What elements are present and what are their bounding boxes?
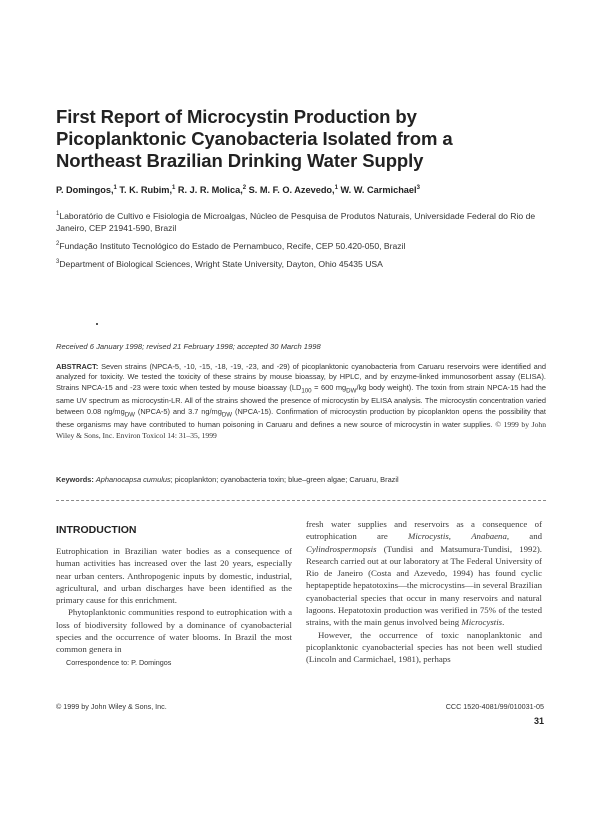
author-name: S. M. F. O. Azevedo, xyxy=(248,185,335,196)
abstract-text: (NPCA-5) and 3.7 ng/mg xyxy=(134,406,222,416)
abstract-text: /kg body weight). The toxin from strain NPCA-15 had the same UV spectrum as microcystin-LR. All of the strains showed the presence of microcystin by ELISA analysis. The microcystin concentration varied between 0.08 ng/mg xyxy=(56,382,547,416)
affiliation-2 xyxy=(56,238,556,252)
received-dates: Received 6 January 1998; revised 21 February 1998; accepted 30 March 1998 xyxy=(56,342,321,351)
author-affiliation-mark: 3 xyxy=(416,185,420,191)
abstract-text: (NPCA-15). Confirmation of microcystin production by picoplankton opens the possibility that these organisms may have contributed to human poisoning in Caruaru and defines a new source of microcystin in water supplies. xyxy=(56,406,546,430)
text-run: , and xyxy=(506,531,542,542)
text-column-left xyxy=(56,545,292,656)
affiliation-text: Fundação Instituto Tecnológico do Estado de Pernambuco, Recife, CEP 50.420-050, Brazil xyxy=(59,240,406,251)
author-name: W. W. Carmichael xyxy=(340,185,417,196)
author-affiliation-mark: 2 xyxy=(242,185,247,191)
text-column-right xyxy=(306,518,542,666)
author-affiliation-mark: 1 xyxy=(113,185,117,191)
correspondence-note: Correspondence to: P. Domingos xyxy=(66,658,172,667)
abstract-text: = 600 mg xyxy=(311,382,347,392)
page-number: 31 xyxy=(533,716,544,726)
abstract-subscript: DW xyxy=(221,411,233,419)
text-run: fresh water supplies and reservoirs as a consequence of eutrophication are xyxy=(306,519,542,542)
section-heading: INTRODUCTION xyxy=(56,524,137,536)
abstract-subscript: DW xyxy=(124,411,135,419)
affiliation-text: Department of Biological Sciences, Wright State University, Dayton, Ohio 45435 USA xyxy=(59,258,383,269)
author-affiliation-mark: 1 xyxy=(334,185,338,191)
affiliation-mark: 2 xyxy=(56,241,60,247)
affiliation-3 xyxy=(56,256,556,270)
stray-mark xyxy=(96,323,98,325)
keywords xyxy=(56,475,546,485)
genus-name: Microcystis xyxy=(408,531,449,542)
affiliation-mark: 1 xyxy=(56,211,60,217)
keyword-species: Aphanocapsa cumulus xyxy=(95,475,171,484)
paragraph xyxy=(306,518,542,629)
text-run: , xyxy=(448,531,472,542)
keywords-label: Keywords: xyxy=(56,475,94,484)
abstract-text: Seven strains (NPCA-5, -10, -15, -18, -19, -23, and -29) of picoplanktonic cyanobacteria from Caruaru reservoirs were identified and analyzed for toxicity. We tested the toxicity of these strains by mouse bioassay, by HPLC, and by enzyme-linked immunosorbent assay (ELISA). Strains NPCA-15 and -23 were toxic when tested by mouse bioassay (LD xyxy=(56,362,546,392)
paragraph: Phytoplanktonic communities respond to eutrophication with a loss of biodiversity followed by a dominance of cyanobacterial species and the occurrence of water blooms. In Brazil the most common genera in xyxy=(56,607,292,655)
keywords-text: ; picoplankton; cyanobacteria toxin; blue–green algae; Caruaru, Brazil xyxy=(170,475,399,484)
article-title: First Report of Microcystin Production by Picoplanktonic Cyanobacteria Isolated from a Northeast Brazilian Drinking Water Supply xyxy=(56,106,453,171)
author-name: T. K. Rubim, xyxy=(119,185,172,196)
genus-name: Microcystis xyxy=(461,617,503,628)
abstract-subscript: DW xyxy=(346,387,357,395)
author-list xyxy=(56,185,556,195)
author-name: P. Domingos, xyxy=(56,185,114,196)
affiliation-text: Laboratório de Cultivo e Fisiologia de Microalgas, Núcleo de Pesquisa de Produtos Naturais, Universidade Federal do Rio de Janeiro, CEP 21941-590, Brazil xyxy=(56,210,536,233)
paragraph: Eutrophication in Brazilian water bodies as a consequence of human activities has increased over the last 20 years, especially near urban centers. Anthropogenic inputs by domestic, industrial, agricultural, and urban discharges have been identified as the primary cause for this enrichment. xyxy=(56,546,292,606)
text-run: . xyxy=(502,617,505,628)
genus-name: Anabaena xyxy=(471,531,507,542)
abstract-label: ABSTRACT: xyxy=(56,362,99,371)
abstract-subscript: 100 xyxy=(301,387,312,395)
abstract-citation: © 1999 by John Wiley & Sons, Inc. Environ Toxicol 14: 31–35, 1999 xyxy=(56,420,546,440)
author-name: R. J. R. Molica, xyxy=(177,185,243,196)
genus-name: Cylindrospermopsis xyxy=(306,543,377,554)
paragraph: However, the occurrence of toxic nanoplanktonic and picoplanktonic cyanobacterial species has not been well studied (Lincoln and Carmichael, 1981), perhaps xyxy=(306,629,542,665)
author-affiliation-mark: 1 xyxy=(172,185,176,191)
section-divider xyxy=(56,500,546,504)
affiliation-1 xyxy=(56,208,556,234)
copyright-footer: © 1999 by John Wiley & Sons, Inc. xyxy=(56,702,167,711)
abstract xyxy=(56,362,546,441)
affiliation-mark: 3 xyxy=(56,259,60,265)
text-run: (Tundisi and Matsumura-Tundisi, 1992). Research carried out at our laboratory at The Federal University of Rio de Janeiro (Costa and Azevedo, 1994) has found cyclic heptapeptide hepatotoxins—the microcystins—in several Brazilian cyanobacterial species that occur in many reservoirs and natural lagoons. Hepatotoxin production was verified in 75% of the tested strains, with the main genus involved being xyxy=(306,543,542,628)
ccc-code: CCC 1520-4081/99/010031-05 xyxy=(445,702,544,711)
